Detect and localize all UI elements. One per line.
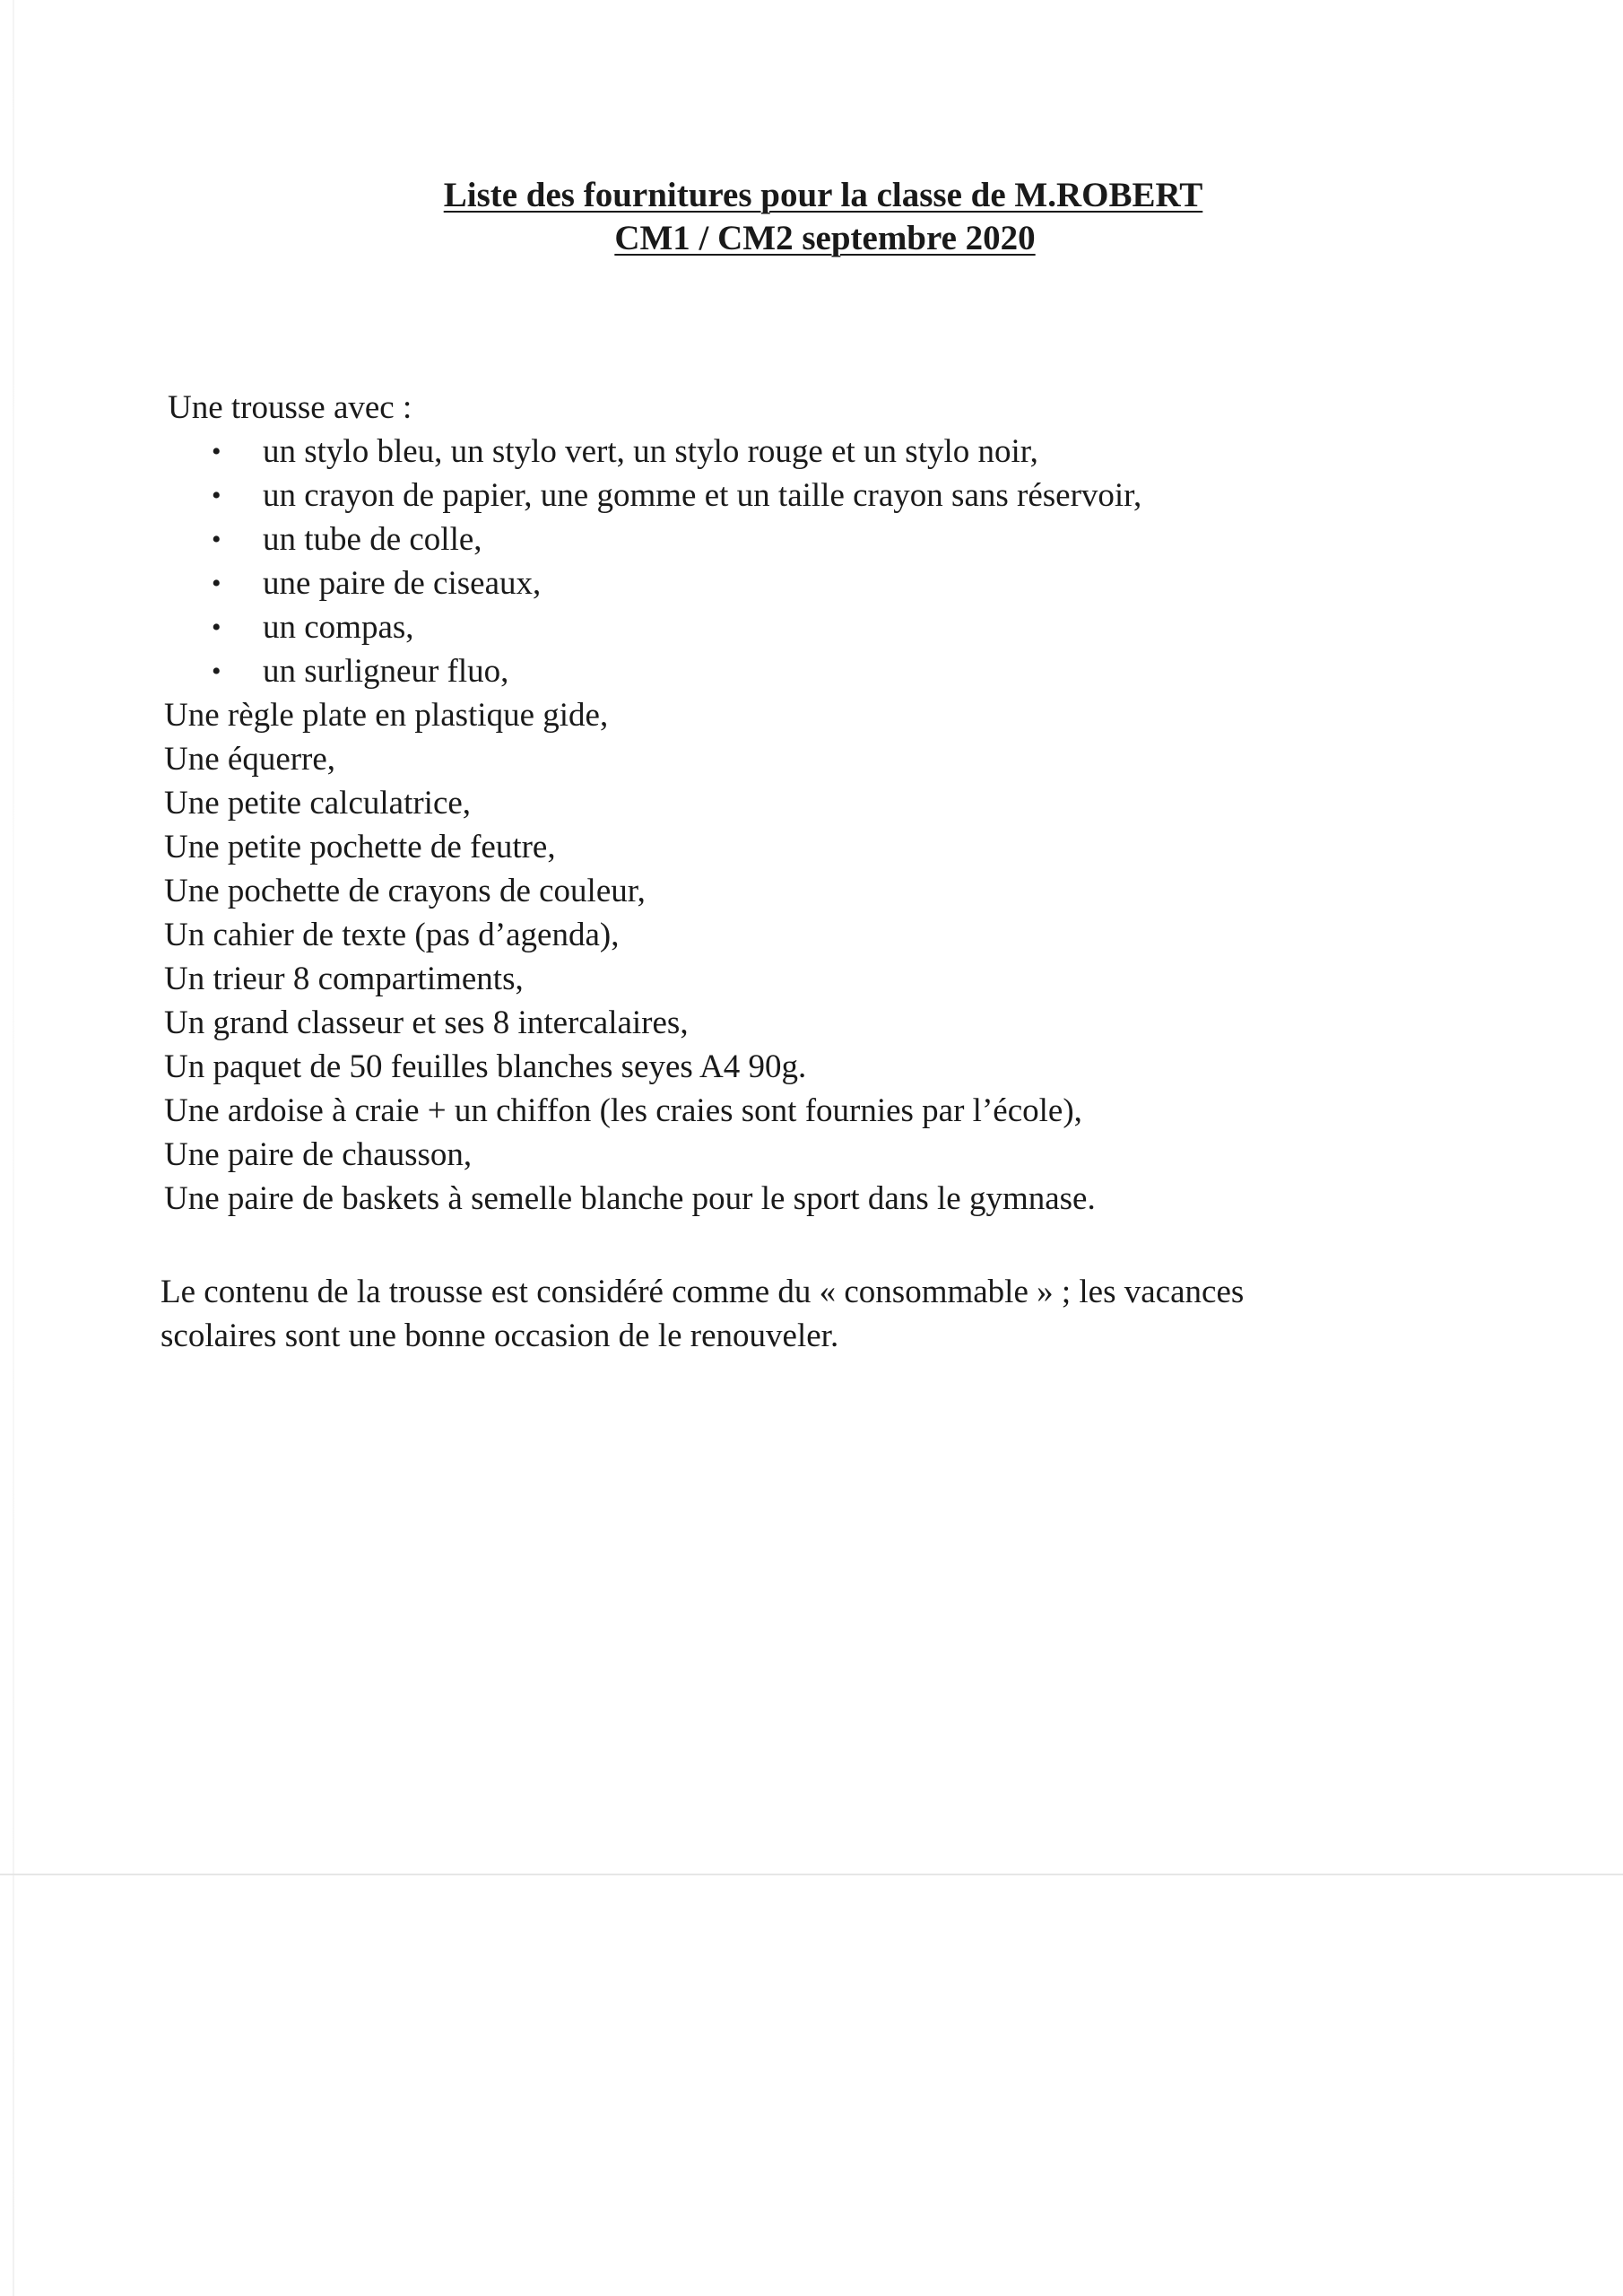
pencil-case-list — [164, 430, 1473, 693]
pencil-case-item — [164, 605, 1473, 649]
consumables-note-line-2: scolaires sont une bonne occasion de le renouveler. — [161, 1318, 839, 1354]
consumables-note — [161, 1270, 1461, 1358]
supply-item: Une petite calculatrice, — [164, 785, 472, 822]
supply-item: Une équerre, — [164, 741, 336, 778]
bullet-icon: • — [212, 525, 221, 554]
supply-items — [164, 693, 1473, 1221]
document-header — [0, 174, 1623, 260]
document-subtitle: CM1 / CM2 septembre 2020 — [614, 219, 1036, 257]
pencil-case-intro: Une trousse avec : — [168, 389, 412, 426]
pencil-case-item — [164, 649, 1473, 693]
bullet-icon: • — [212, 569, 221, 598]
document-title: Liste des fournitures pour la classe de M.ROBERT — [443, 176, 1203, 214]
bullet-icon: • — [212, 437, 221, 466]
bullet-icon: • — [212, 657, 221, 686]
supply-item: Une pochette de crayons de couleur, — [164, 873, 646, 909]
bullet-icon: • — [212, 613, 221, 642]
supply-item: Une paire de baskets à semelle blanche pour le sport dans le gymnase. — [164, 1180, 1096, 1217]
supply-item: Un cahier de texte (pas d’agenda), — [164, 917, 620, 953]
supply-item: Un grand classeur et ses 8 intercalaires, — [164, 1004, 689, 1041]
pencil-case-item-text: un compas, — [263, 609, 414, 646]
supply-list — [164, 386, 1473, 1221]
bullet-icon: • — [212, 481, 221, 510]
pencil-case-item-text: un stylo bleu, un stylo vert, un stylo rouge et un stylo noir, — [263, 433, 1038, 470]
pencil-case-item — [164, 430, 1473, 474]
pencil-case-item — [164, 561, 1473, 605]
supply-item: Un paquet de 50 feuilles blanches seyes A4 90g. — [164, 1048, 807, 1085]
supply-item: Une petite pochette de feutre, — [164, 829, 556, 865]
supply-item: Une paire de chausson, — [164, 1136, 473, 1173]
supply-item: Une ardoise à craie + un chiffon (les craies sont fournies par l’école), — [164, 1092, 1082, 1129]
pencil-case-item-text: une paire de ciseaux, — [263, 565, 542, 602]
pencil-case-item-text: un crayon de papier, une gomme et un taille crayon sans réservoir, — [263, 477, 1142, 514]
supply-item: Un trieur 8 compartiments, — [164, 961, 524, 997]
pencil-case-item — [164, 474, 1473, 517]
pencil-case-item-text: un tube de colle, — [263, 521, 482, 558]
scan-fold-line — [0, 1874, 1623, 1875]
supply-item: Une règle plate en plastique gide, — [164, 697, 609, 734]
consumables-note-line-1: Le contenu de la trousse est considéré comme du « consommable » ; les vacances — [161, 1274, 1245, 1310]
pencil-case-item-text: un surligneur fluo, — [263, 653, 509, 690]
scan-edge-shadow — [13, 0, 14, 2296]
pencil-case-item — [164, 517, 1473, 561]
